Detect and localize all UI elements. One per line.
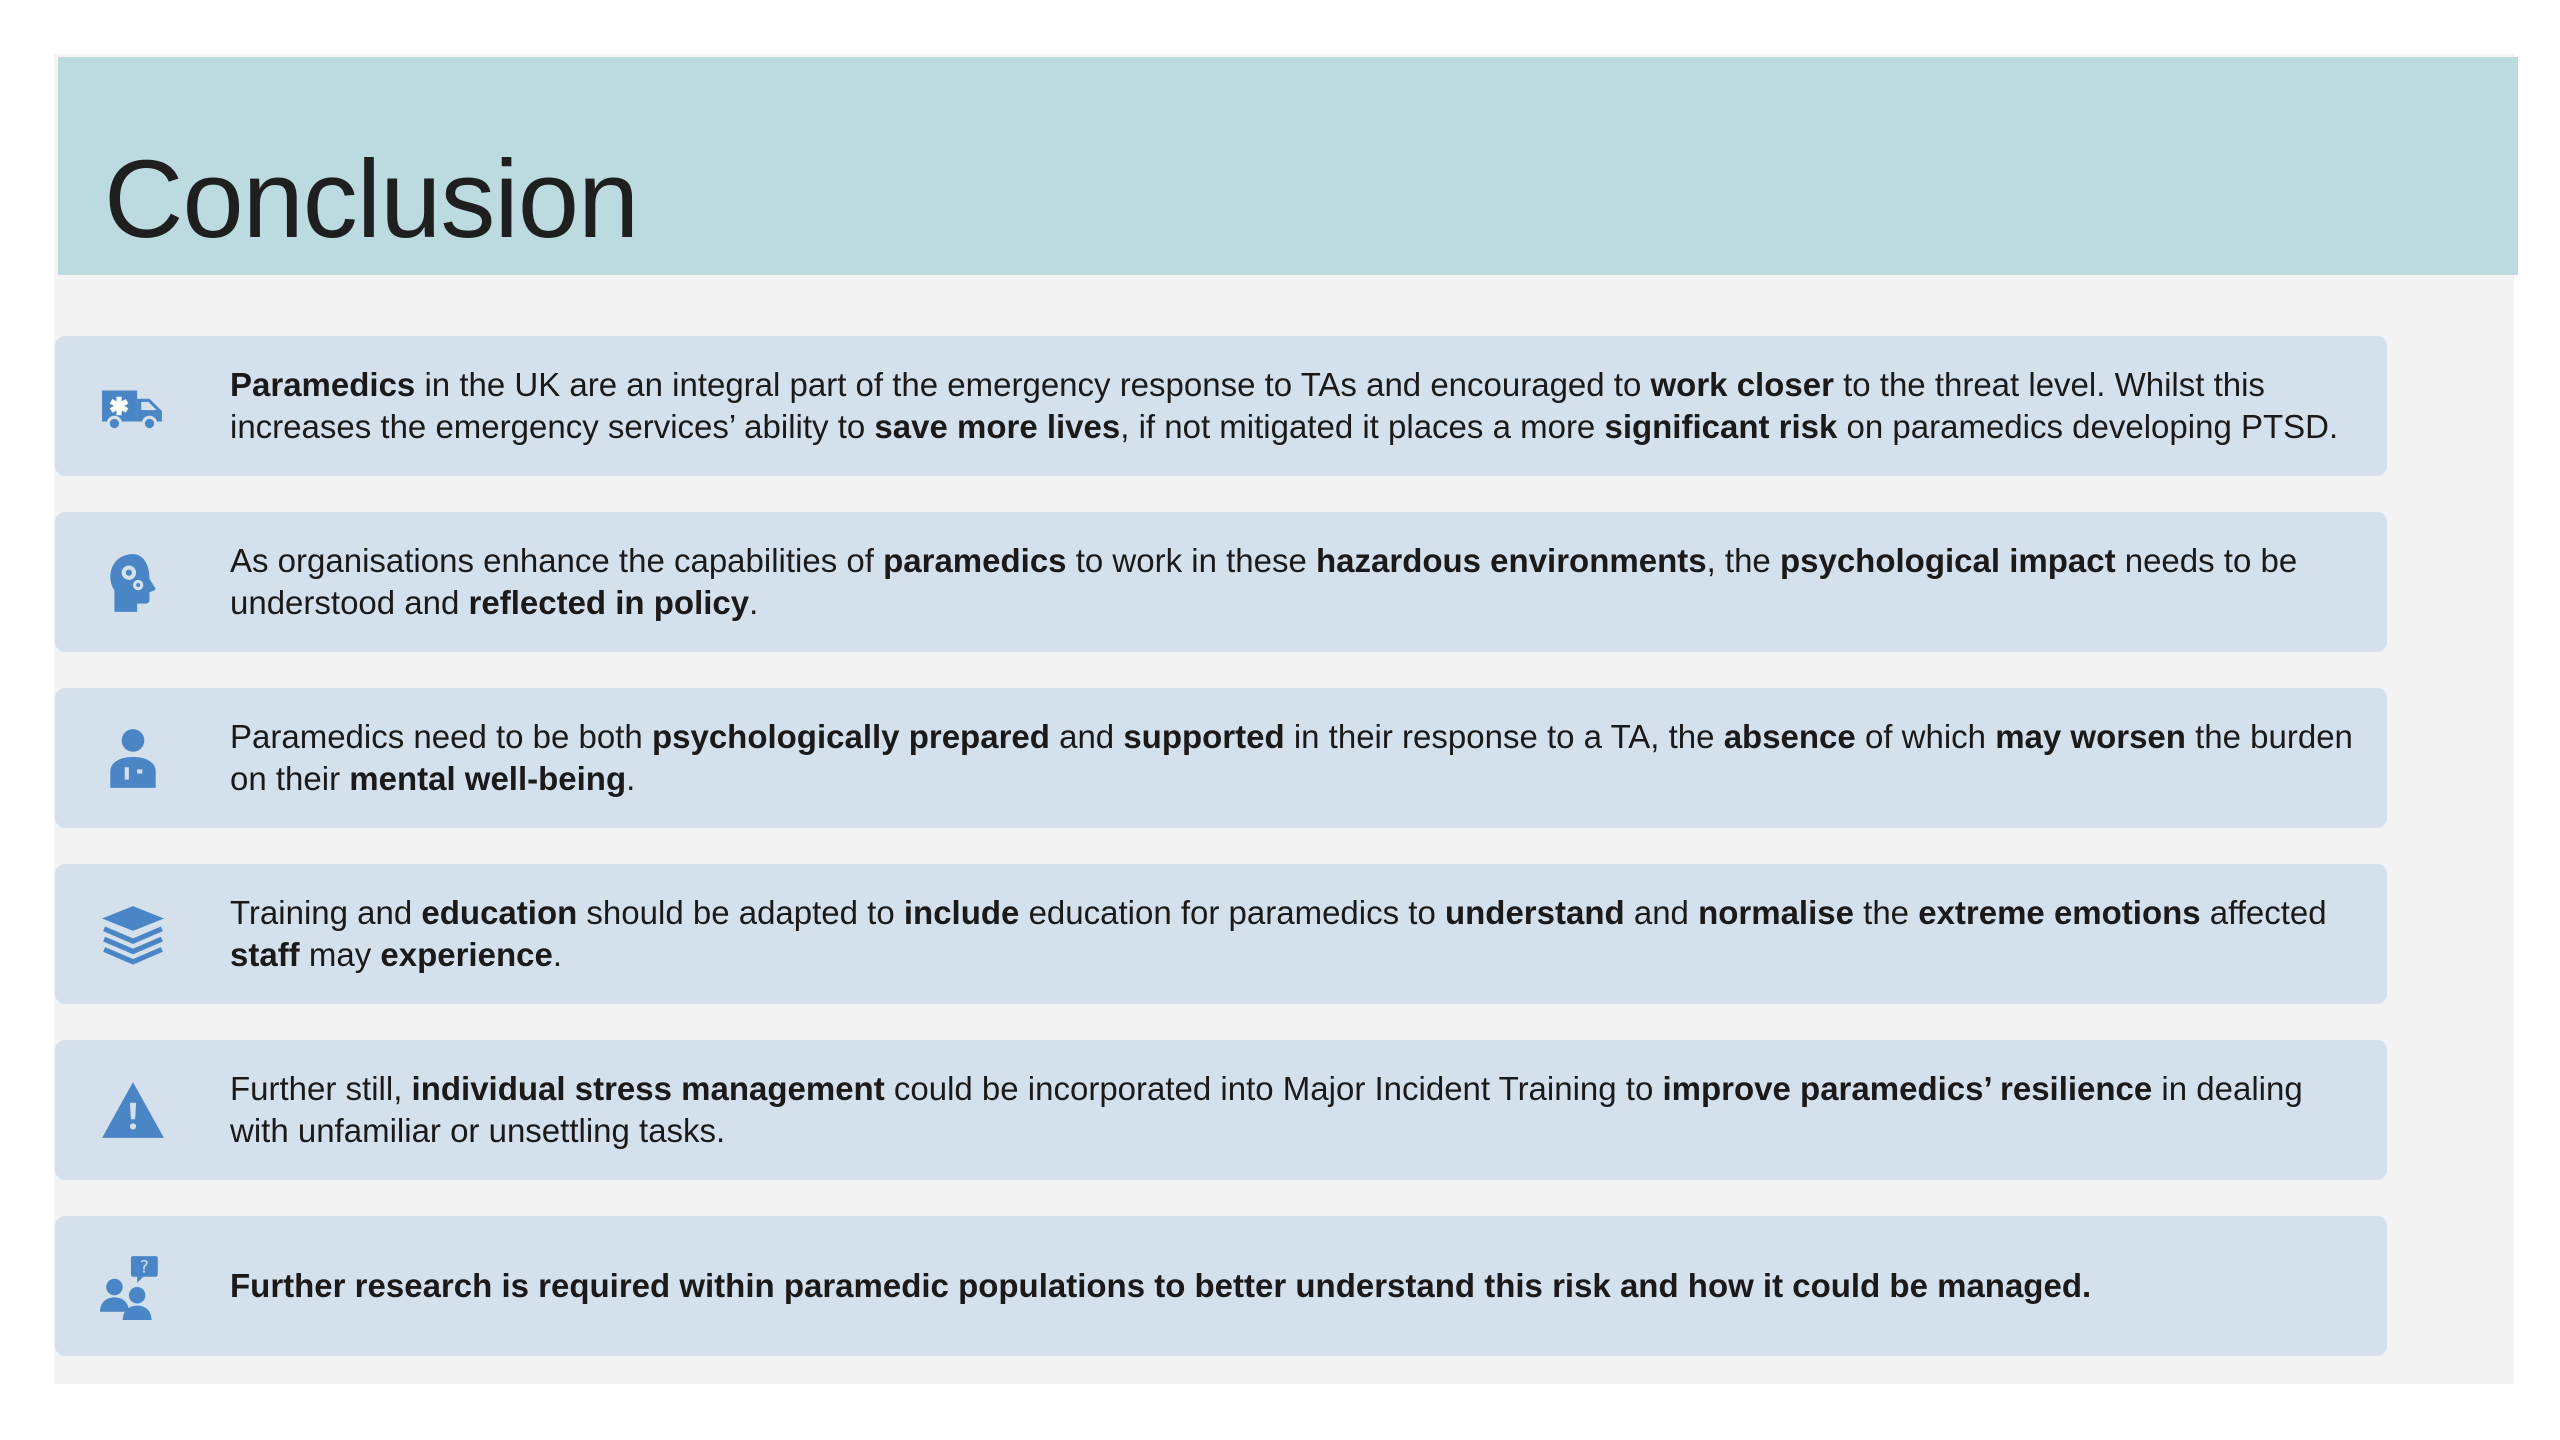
text-segment: the xyxy=(1853,894,1919,931)
books-icon xyxy=(100,902,166,968)
bold-text: psychologically prepared xyxy=(651,718,1050,755)
bold-text: extreme emotions xyxy=(1918,894,2201,931)
text-segment: Further still, xyxy=(230,1070,412,1107)
bold-text: staff xyxy=(230,936,300,973)
conclusion-card xyxy=(55,336,2387,476)
bold-text: include xyxy=(903,894,1020,931)
conclusion-text xyxy=(230,864,2360,1004)
bold-text: individual stress management xyxy=(411,1070,885,1107)
conclusion-text xyxy=(230,688,2360,828)
text-segment: to the threat level. Whilst this increases the emergency services’ ability to xyxy=(230,366,2265,445)
bold-text: supported xyxy=(1123,718,1285,755)
title-bar xyxy=(58,57,2518,275)
conclusion-text xyxy=(230,512,2360,652)
bold-text: paramedics xyxy=(883,542,1067,579)
text-segment: education for paramedics to xyxy=(1019,894,1445,931)
slide-title: Conclusion xyxy=(104,138,639,261)
text-segment: in dealing with unfamiliar or unsettling tasks. xyxy=(230,1070,2303,1149)
text-segment: on paramedics developing PTSD. xyxy=(1837,408,2339,445)
text-segment: , the xyxy=(1706,542,1780,579)
text-segment: and xyxy=(1049,718,1124,755)
text-segment: of which xyxy=(1855,718,1996,755)
text-segment: should be adapted to xyxy=(577,894,904,931)
text-segment: in their response to a TA, the xyxy=(1284,718,1724,755)
head-gears-icon xyxy=(100,550,166,616)
bold-text: experience xyxy=(380,936,553,973)
conclusion-text xyxy=(230,336,2360,476)
conclusion-card xyxy=(55,864,2387,1004)
conclusion-text xyxy=(230,1040,2360,1180)
bold-text: Further research is required within paramedic populations to better understand this risk and how it could be managed. xyxy=(230,1267,2092,1304)
bold-text: save more lives xyxy=(874,408,1121,445)
bold-text: significant risk xyxy=(1604,408,1838,445)
text-segment: needs to be understood and xyxy=(230,542,2298,621)
bold-text: work closer xyxy=(1650,366,1834,403)
text-segment: As organisations enhance the capabilities of xyxy=(230,542,884,579)
bold-text: understand xyxy=(1444,894,1625,931)
text-segment: to work in these xyxy=(1066,542,1316,579)
text-segment: , if not mitigated it places a more xyxy=(1120,408,1605,445)
bold-text: education xyxy=(421,894,578,931)
text-segment: and xyxy=(1624,894,1699,931)
conclusion-card xyxy=(55,512,2387,652)
warning-triangle-icon xyxy=(100,1078,166,1144)
text-segment: Paramedics need to be both xyxy=(230,718,652,755)
conclusion-text xyxy=(230,1216,2360,1356)
research-people-icon xyxy=(100,1254,166,1320)
conclusion-card xyxy=(55,688,2387,828)
text-segment: affected xyxy=(2200,894,2327,931)
bold-text: normalise xyxy=(1698,894,1854,931)
bold-text: may worsen xyxy=(1995,718,2186,755)
conclusion-card xyxy=(55,1216,2387,1356)
text-segment: . xyxy=(552,936,562,973)
ambulance-icon xyxy=(100,374,166,440)
bold-text: Paramedics xyxy=(230,366,416,403)
bold-text: mental well-being xyxy=(349,760,627,797)
text-segment: could be incorporated into Major Incident Training to xyxy=(884,1070,1663,1107)
paramedic-person-icon xyxy=(100,726,166,792)
bold-text: improve paramedics’ resilience xyxy=(1662,1070,2153,1107)
text-segment: . xyxy=(626,760,636,797)
text-segment: in the UK are an integral part of the emergency response to TAs and encouraged to xyxy=(415,366,1651,403)
bold-text: psychological impact xyxy=(1779,542,2116,579)
text-segment: may xyxy=(299,936,381,973)
bold-text: hazardous environments xyxy=(1315,542,1707,579)
bold-text: reflected in policy xyxy=(468,584,750,621)
bold-text: absence xyxy=(1723,718,1856,755)
text-segment: . xyxy=(749,584,759,621)
text-segment: the burden on their xyxy=(230,718,2353,797)
text-segment: Training and xyxy=(230,894,422,931)
conclusion-card xyxy=(55,1040,2387,1180)
